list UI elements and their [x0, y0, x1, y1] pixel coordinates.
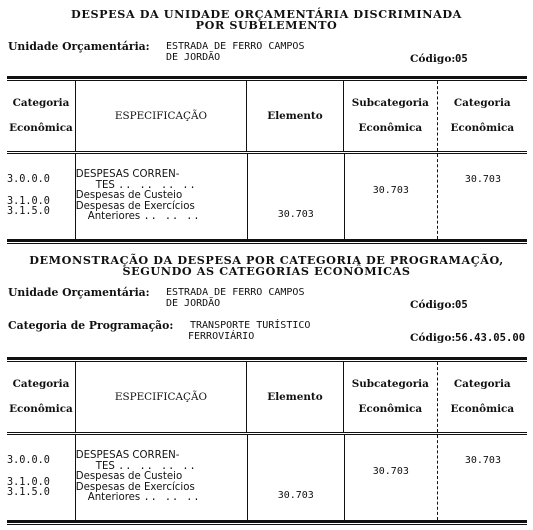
element-value: 30.703: [277, 209, 314, 220]
doc1-top-rule: [7, 76, 527, 79]
subcategory-value: 30.703: [372, 466, 409, 477]
doc1-table: [7, 81, 527, 151]
doc2-table-body: [7, 435, 527, 520]
doc2-title-line1: DEMONSTRAÇÃO DA DESPESA POR CATEGORIA DE PROGRAMAÇÃO,: [29, 253, 504, 267]
element-value: 30.703: [277, 490, 314, 501]
doc2-prog-value-line1: TRANSPORTE TURÍSTICO: [190, 320, 311, 331]
header-especificacao: ESPECIFICAÇÃO: [75, 81, 246, 151]
specification: DESPESAS CORREN- TES .. .. .. .. Despesas de Custeio Despesas de Exercícios Anteriores .. .. ..: [75, 154, 247, 239]
doc2-unit-value-line2: DE JORDÃO: [166, 298, 221, 309]
subcategory-cell: [344, 154, 437, 239]
category-value: 30.703: [464, 455, 501, 466]
category-cell: [437, 435, 527, 520]
doc2-prog-code-value: 56.43.05.00: [455, 332, 526, 344]
doc2-code-value: 05: [455, 299, 468, 311]
doc1-table-body: [7, 154, 527, 239]
header-subcategoria: Subcategoria Econômica: [343, 81, 437, 151]
doc1-title-line1: DESPESA DA UNIDADE ORÇAMENTÁRIA DISCRIMINADA: [71, 7, 462, 21]
doc2-prog-value-line2: FERROVIÁRIO: [188, 331, 255, 342]
header-subcategoria: Subcategoria Econômica: [343, 362, 437, 432]
doc2-prog-code-label: Código:: [410, 332, 456, 344]
element-cell: [247, 435, 344, 520]
doc1-unit-value-line1: ESTRADA DE FERRO CAMPOS: [166, 41, 305, 52]
doc2-unit-label: Unidade Orçamentária:: [8, 286, 150, 299]
doc1-unit-value-line2: DE JORDÃO: [166, 52, 221, 63]
category-codes: 3.0.0.0 3.1.0.0 3.1.5.0: [7, 154, 75, 239]
doc2-title-line2: SEGUNDO AS CATEGORIAS ECONÔMICAS: [122, 264, 411, 278]
doc1-unit-label: Unidade Orçamentária:: [8, 40, 150, 53]
doc1-code-label: Código:: [410, 53, 456, 65]
doc2-prog-label: Categoria de Programação:: [8, 319, 174, 332]
doc2-code-label: Código:: [410, 299, 456, 311]
specification: DESPESAS CORREN- TES .. .. .. .. Despesas de Custeio Despesas de Exercícios Anteriores .. .. ..: [75, 435, 247, 520]
doc2-table: [7, 362, 527, 432]
header-categoria-2: Categoria Econômica: [450, 97, 515, 134]
category-value: 30.703: [464, 174, 501, 185]
header-elemento: Elemento: [246, 81, 343, 151]
doc2-unit-value-line1: ESTRADA DE FERRO CAMPOS: [166, 287, 305, 298]
header-categoria: Categoria Econômica: [7, 362, 75, 432]
doc1-title-line2: POR SUBELEMENTO: [195, 18, 338, 32]
subcategory-value: 30.703: [372, 185, 409, 196]
header-elemento: Elemento: [246, 362, 343, 432]
subcategory-cell: [344, 435, 437, 520]
category-cell: [437, 154, 527, 239]
header-categoria-2: Categoria Econômica: [450, 378, 515, 415]
doc1-code-value: 05: [455, 53, 468, 65]
category-codes: 3.0.0.0 3.1.0.0 3.1.5.0: [7, 435, 75, 520]
header-categoria: Categoria Econômica: [7, 81, 75, 151]
header-especificacao: ESPECIFICAÇÃO: [75, 362, 246, 432]
element-cell: [247, 154, 344, 239]
